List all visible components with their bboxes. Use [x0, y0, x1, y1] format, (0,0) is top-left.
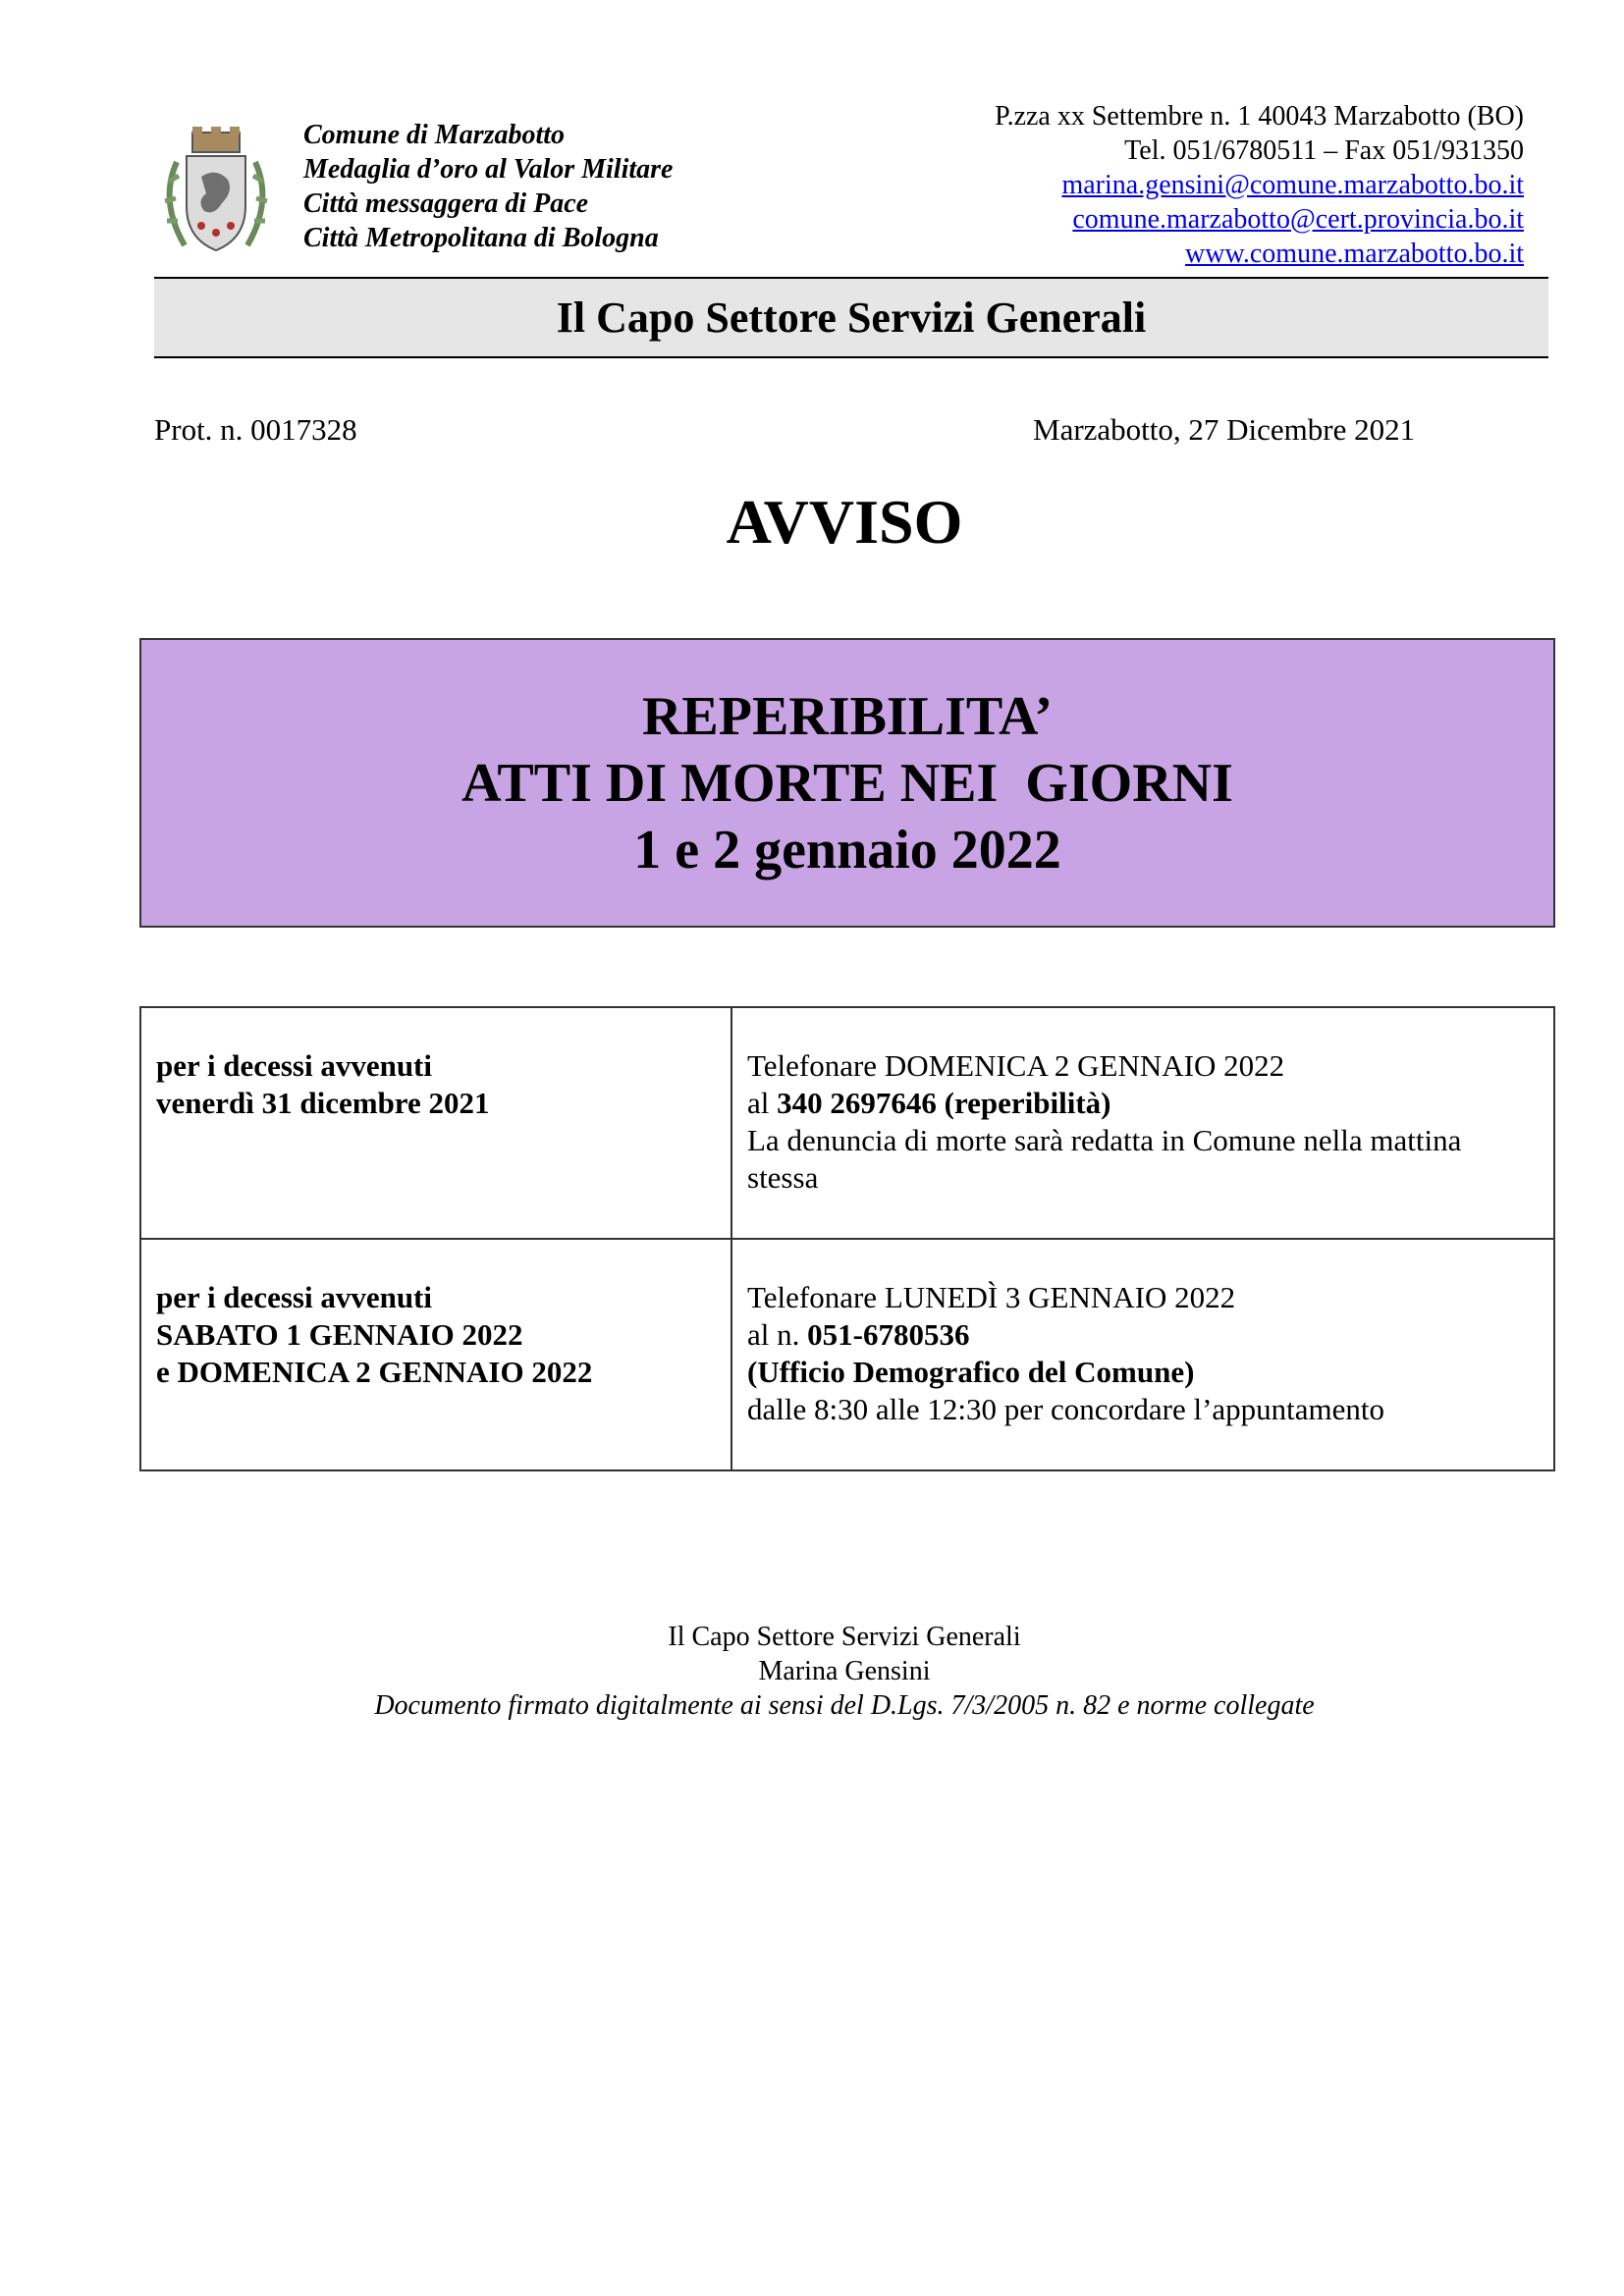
cell-text: Telefonare LUNEDÌ 3 GENNAIO 2022: [747, 1280, 1236, 1314]
cell-text: Telefonare DOMENICA 2 GENNAIO 2022: [747, 1048, 1285, 1083]
info-table: [139, 1006, 1555, 1471]
highlight-line: 1 e 2 gennaio 2022: [633, 819, 1061, 881]
highlight-box: [139, 638, 1555, 928]
office-name: (Ufficio Demografico del Comune): [747, 1355, 1195, 1389]
page-title: AVVISO: [726, 487, 963, 557]
cell-text: per i decessi avvenuti: [156, 1048, 432, 1083]
place-date: Marzabotto, 27 Dicembre 2021: [1033, 412, 1416, 447]
signature-note: Documento firmato digitalmente ai sensi del D.Lgs. 7/3/2005 n. 82 e norme collegate: [374, 1690, 1315, 1721]
address: P.zza xx Settembre n. 1 40043 Marzabotto (BO): [995, 101, 1524, 132]
table-row: [140, 1007, 1554, 1239]
table-cell-left: [140, 1007, 731, 1239]
cell-text: SABATO 1 GENNAIO 2022: [156, 1317, 523, 1352]
cell-text: stessa: [747, 1160, 819, 1195]
phone-prefix: al n.: [747, 1317, 808, 1352]
cell-text: per i decessi avvenuti: [156, 1280, 432, 1314]
phone-fax: Tel. 051/6780511 – Fax 051/931350: [1124, 135, 1524, 166]
signature-block: [0, 1620, 1624, 1723]
municipality-line: Medaglia d’oro al Valor Militare: [303, 154, 674, 185]
cell-text: [747, 1085, 1539, 1122]
cell-text: [747, 1316, 1539, 1354]
cell-text: La denuncia di morte sarà redatta in Comune nella mattina: [747, 1123, 1462, 1157]
signature-name: Marina Gensini: [758, 1656, 931, 1686]
cell-text: dalle 8:30 alle 12:30 per concordare l’appuntamento: [747, 1392, 1385, 1426]
table-cell-right: [731, 1239, 1554, 1470]
highlight-line: ATTI DI MORTE NEI GIORNI: [461, 752, 1233, 814]
highlight-line: REPERIBILITA’: [641, 685, 1053, 747]
cell-text: e DOMENICA 2 GENNAIO 2022: [156, 1355, 593, 1389]
municipality-line: Comune di Marzabotto: [303, 120, 566, 150]
protocol-number: Prot. n. 0017328: [154, 412, 357, 447]
municipality-line: Città messaggera di Pace: [303, 188, 589, 219]
phone-number: 051-6780536: [807, 1317, 970, 1352]
municipality-block: [303, 118, 673, 255]
department-banner: Il Capo Settore Servizi Generali: [154, 277, 1548, 358]
phone-prefix: al: [747, 1086, 778, 1120]
phone-number: 340 2697646 (reperibilità): [777, 1086, 1111, 1120]
table-cell-right: [731, 1007, 1554, 1239]
municipality-line: Città Metropolitana di Bologna: [303, 223, 659, 253]
table-row: [140, 1239, 1554, 1470]
email-link[interactable]: marina.gensini@comune.marzabotto.bo.it: [1061, 170, 1524, 200]
signature-role: Il Capo Settore Servizi Generali: [668, 1622, 1021, 1652]
table-cell-left: [140, 1239, 731, 1470]
website-link[interactable]: www.comune.marzabotto.bo.it: [1185, 239, 1524, 269]
coat-of-arms-icon: [157, 123, 275, 258]
cell-text: venerdì 31 dicembre 2021: [156, 1086, 490, 1120]
pec-link[interactable]: comune.marzabotto@cert.provincia.bo.it: [1072, 204, 1524, 235]
contact-block: [995, 99, 1524, 271]
